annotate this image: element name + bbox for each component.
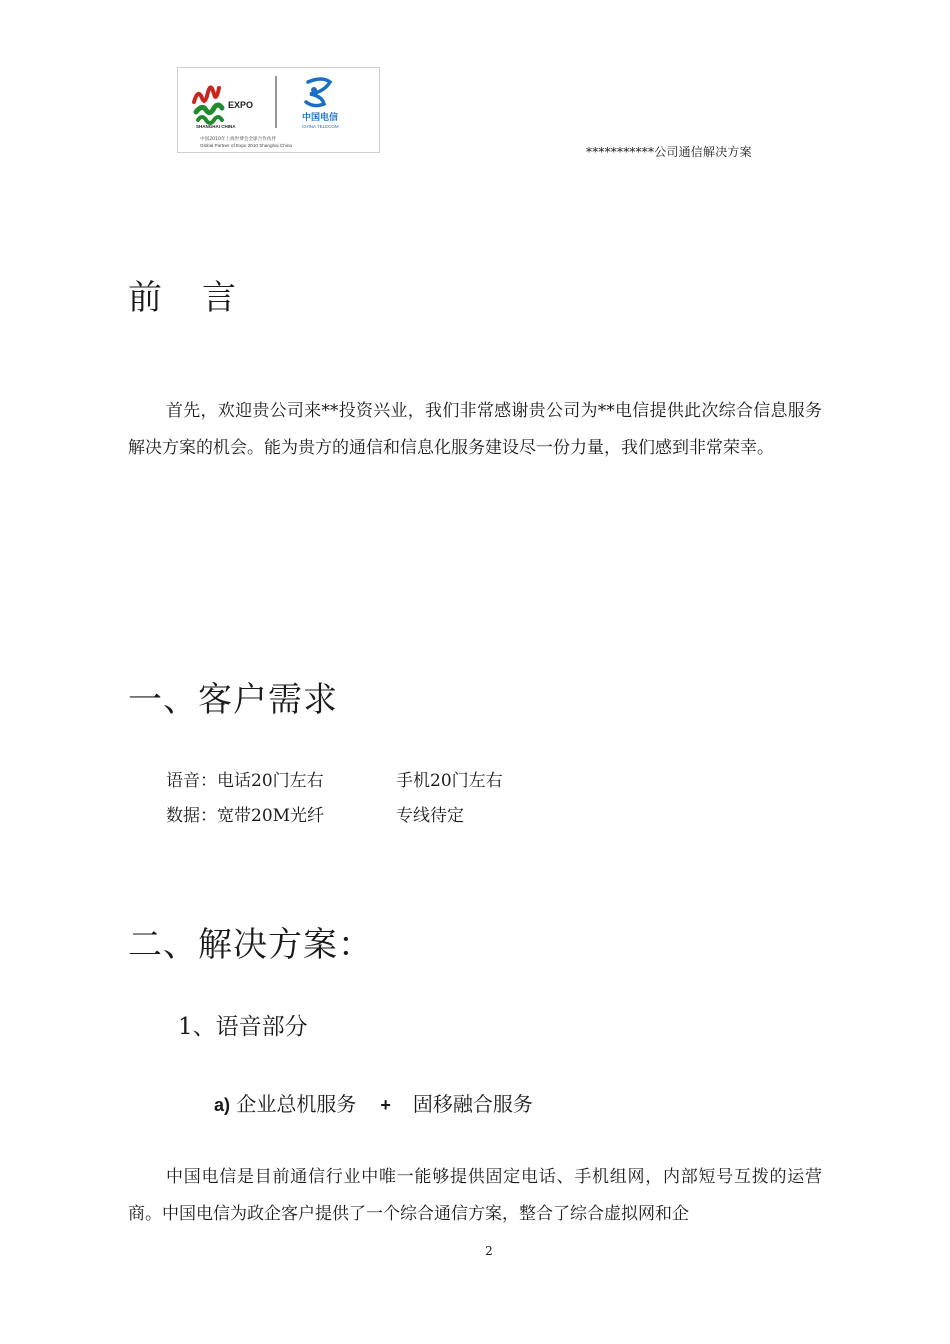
preface-paragraph: 首先，欢迎贵公司来**投资兴业，我们非常感谢贵公司为**电信提供此次综合信息服务解决方案的机会。能为贵方的通信和信息化服务建设尽一份力量，我们感到非常荣幸。: [128, 401, 822, 458]
preface-title-left: 前: [128, 278, 164, 318]
svg-text:中国2010年上海世博会全球合作伙伴: 中国2010年上海世博会全球合作伙伴: [200, 137, 277, 142]
partner-logo: [177, 67, 380, 153]
subsubsection-title: [214, 1088, 533, 1117]
document-header-title: ***********公司通信解决方案: [586, 145, 752, 159]
requirement-row-data: [166, 801, 464, 826]
subsubsection-right: 固移融合服务: [412, 1092, 533, 1116]
requirement-row-voice: [166, 766, 503, 791]
preface-title-right: 言: [202, 278, 238, 318]
plus-sign: +: [380, 1095, 391, 1115]
section-1-title: 一、客户需求: [128, 680, 338, 720]
svg-text:Global Partner of Expo 2010 Sh: Global Partner of Expo 2010 Shanghai China: [200, 143, 292, 148]
expo-telecom-logo-icon: [178, 68, 379, 152]
page-number: 2: [485, 1244, 493, 1258]
svg-text:中国电信: 中国电信: [302, 113, 339, 123]
svg-text:EXPO: EXPO: [228, 100, 254, 110]
subsubsection-label: a): [214, 1095, 231, 1115]
subsubsection-left: 企业总机服务: [236, 1092, 357, 1116]
requirement-voice-right: 手机20门左右: [396, 771, 503, 791]
preface-title: [128, 270, 238, 319]
requirement-data-right: 专线待定: [396, 806, 464, 826]
solution-paragraph: 中国电信是目前通信行业中唯一能够提供固定电话、手机组网，内部短号互拨的运营商。中国电信为政企客户提供了一个综合通信方案，整合了综合虚拟网和企: [128, 1167, 822, 1224]
requirement-data-left: 数据：宽带20M光纤: [166, 806, 325, 826]
requirement-voice-left: 语音：电话20门左右: [166, 771, 324, 791]
section-2-title: 二、解决方案：: [128, 925, 373, 965]
svg-text:SHANGHAI CHINA: SHANGHAI CHINA: [196, 124, 236, 129]
subsection-voice-title: 1、语音部分: [178, 1014, 308, 1040]
svg-text:CHINA TELECOM: CHINA TELECOM: [302, 124, 339, 129]
